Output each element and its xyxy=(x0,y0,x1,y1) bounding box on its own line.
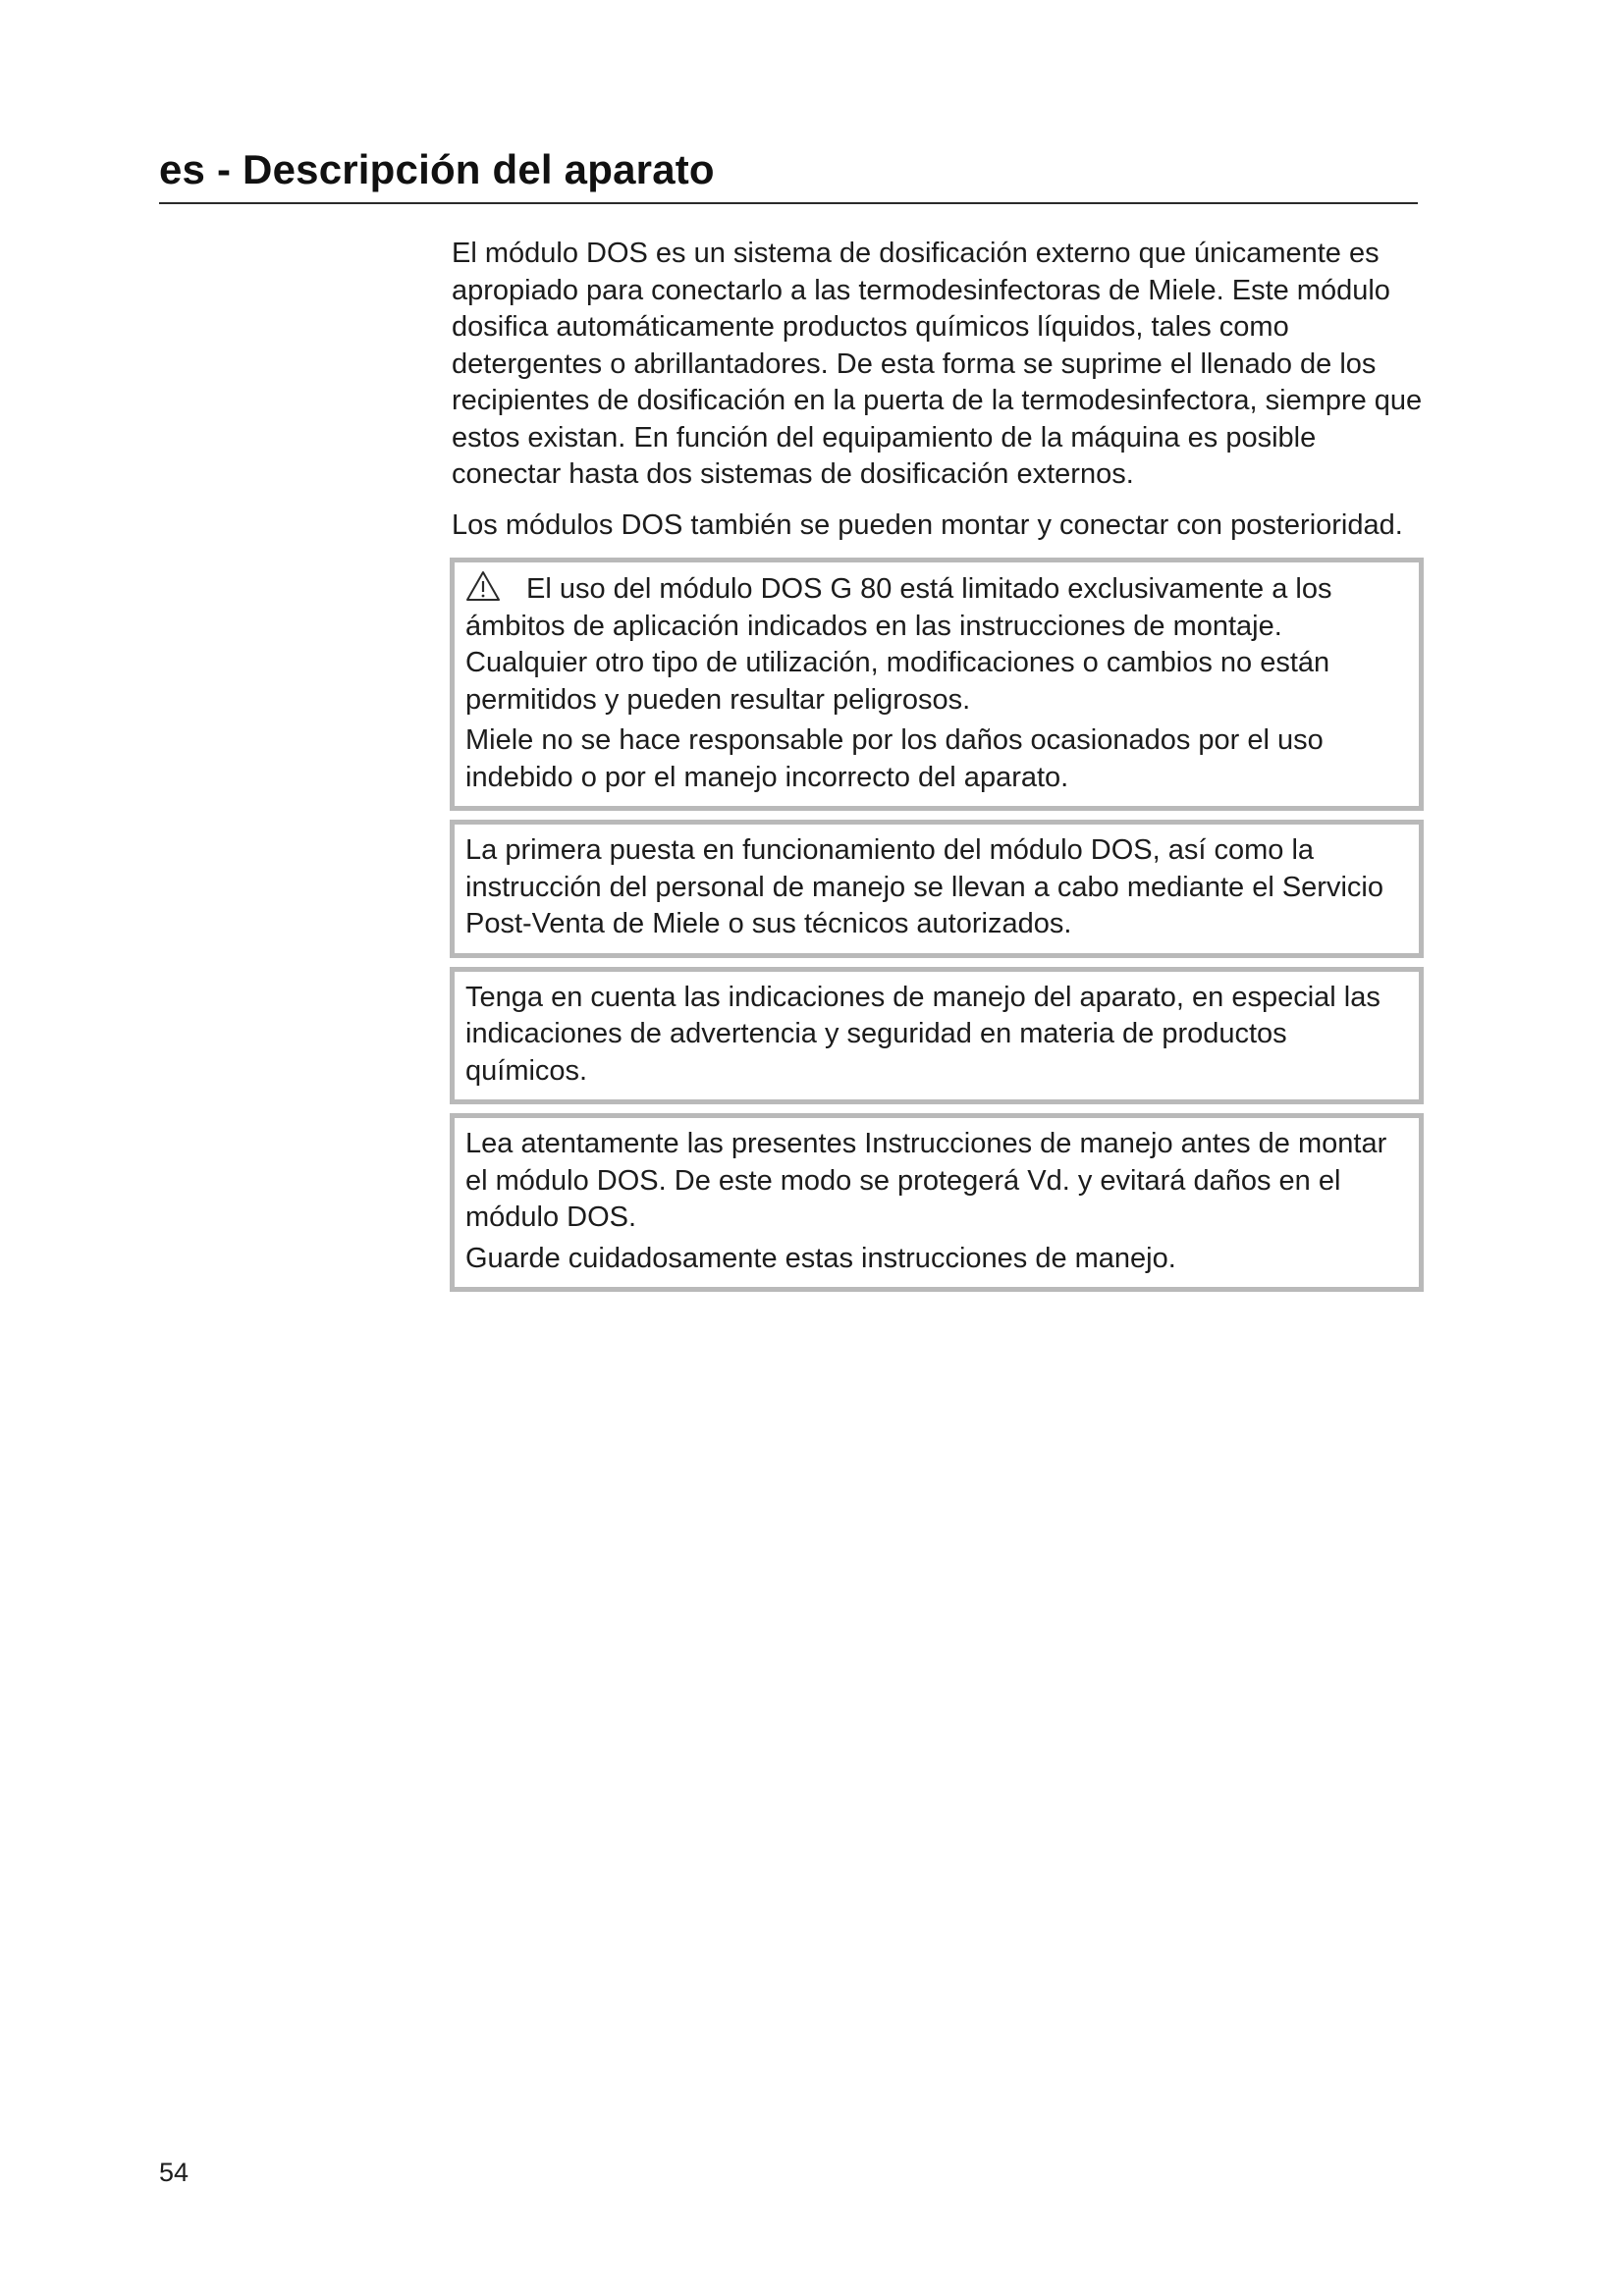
warning-box xyxy=(450,558,1424,811)
warning-paragraph-1 xyxy=(465,570,1409,719)
page-header xyxy=(159,147,1418,204)
commissioning-info-box xyxy=(450,820,1424,958)
warning-paragraph-2: Miele no se hace responsable por los daños ocasionados por el uso indebido o por el manejo incorrecto del aparato. xyxy=(465,724,1324,793)
warning-triangle-icon xyxy=(465,570,501,602)
read-instructions-text-1: Lea atentamente las presentes Instrucciones de manejo antes de montar el módulo DOS. De este modo se protegerá Vd. y evitará daños en el módulo DOS. xyxy=(465,1128,1387,1233)
main-content xyxy=(452,236,1424,1301)
intro-paragraph-2: Los módulos DOS también se pueden montar y conectar con posterioridad. xyxy=(452,508,1403,541)
intro-paragraph-1: El módulo DOS es un sistema de dosificación externo que únicamente es apropiado para conectarlo a las termodesinfectoras de Miele. Este módulo dosifica automáticamente productos químicos líquidos, tales como detergentes o abrillantadores. De esta forma se suprime el llenado de los recipientes de dosificación en la puerta de la termodesinfectora, siempre que estos existan. En función del equipamiento de la máquina es posible conectar hasta dos sistemas de dosificación externos. xyxy=(452,238,1423,490)
read-instructions-text-2: Guarde cuidadosamente estas instrucciones de manejo. xyxy=(465,1242,1176,1274)
read-instructions-box xyxy=(450,1113,1424,1292)
operating-instructions-box xyxy=(450,967,1424,1105)
page-number: 54 xyxy=(159,2158,189,2187)
warning-text-1: El uso del módulo DOS G 80 está limitado exclusivamente a los ámbitos de aplicación indicados en las instrucciones de montaje. Cualquier otro tipo de utilización, modificaciones o cambios no están permitidos y pueden resultar peligrosos. xyxy=(465,573,1332,716)
operating-instructions-text: Tenga en cuenta las indicaciones de manejo del aparato, en especial las indicaciones de advertencia y seguridad en materia de productos químicos. xyxy=(465,981,1380,1087)
page-title: es - Descripción del aparato xyxy=(159,146,715,192)
commissioning-text: La primera puesta en funcionamiento del módulo DOS, así como la instrucción del personal de manejo se llevan a cabo mediante el Servicio Post-Venta de Miele o sus técnicos autorizados. xyxy=(465,834,1383,939)
